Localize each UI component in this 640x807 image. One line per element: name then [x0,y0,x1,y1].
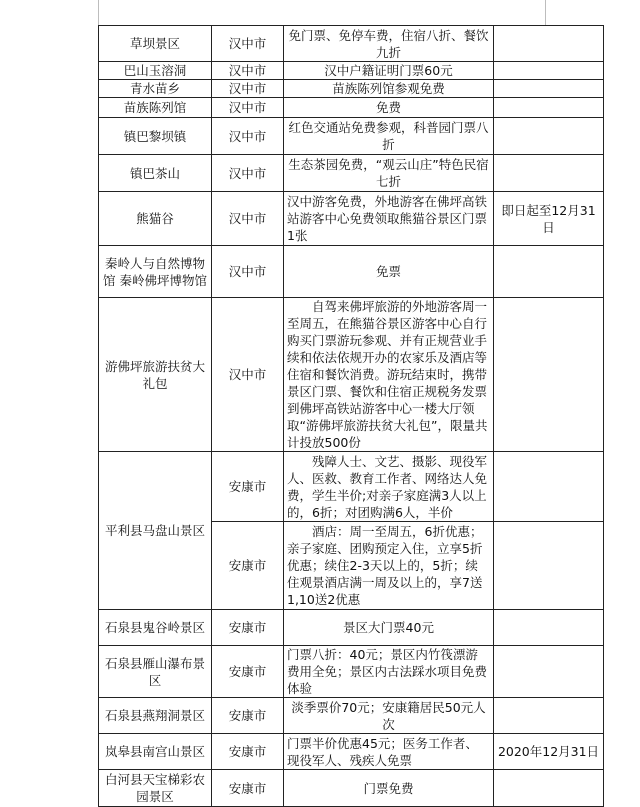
city-cell: 汉中市 [212,155,284,192]
scenic-spot-name: 白河县天宝梯彩农园景区 [99,770,212,807]
table-row [99,734,604,770]
policy-cell: 门票免费 [284,770,494,807]
scenic-spot-name: 巴山玉溶洞 [99,62,212,80]
table-row [99,646,604,698]
city-cell: 汉中市 [212,80,284,98]
scenic-spot-name: 平利县马盘山景区 [99,452,212,610]
period-cell [494,452,604,522]
period-cell [494,646,604,698]
policy-cell: 残障人士、文艺、摄影、现役军人、医救、教育工作者、网络达人免费，学生半价;对亲子家庭满3人以上的，6折；对团购满6人，半价 [284,452,494,522]
city-cell: 汉中市 [212,246,284,298]
policy-cell: 汉中游客免费，外地游客在佛坪高铁站游客中心免费领取熊猫谷景区门票1张 [284,192,494,246]
policy-cell: 淡季票价70元；安康籍居民50元人次 [284,698,494,734]
scenic-spot-name: 石泉县雁山瀑布景区 [99,646,212,698]
scenic-spot-name: 岚皋县南宫山景区 [99,734,212,770]
scenic-spot-name: 秦岭人与自然博物馆 秦岭佛坪博物馆 [99,246,212,298]
city-cell: 安康市 [212,698,284,734]
policy-cell: 免门票、免停车费，住宿八折、餐饮九折 [284,26,494,62]
table-row [99,155,604,192]
city-cell: 安康市 [212,646,284,698]
table-row [99,610,604,646]
period-cell [494,610,604,646]
period-cell [494,98,604,118]
city-cell: 汉中市 [212,298,284,452]
scenic-spot-name: 青水苗乡 [99,80,212,98]
period-cell: 2020年12月31日 [494,734,604,770]
city-cell: 安康市 [212,452,284,522]
scenic-spot-name: 镇巴茶山 [99,155,212,192]
table-row [99,770,604,807]
table-row [99,118,604,155]
city-cell: 汉中市 [212,62,284,80]
table-row [99,26,604,62]
policy-cell: 免票 [284,246,494,298]
policy-cell: 汉中户籍证明门票60元 [284,62,494,80]
period-cell [494,26,604,62]
city-cell: 安康市 [212,610,284,646]
city-cell: 汉中市 [212,26,284,62]
period-cell [494,155,604,192]
scenic-spot-name: 游佛坪旅游扶贫大礼包 [99,298,212,452]
policy-cell: 酒店：周一至周五，6折优惠；亲子家庭、团购预定入住，立享5折优惠；续住2-3天以上的，5折；续住观景酒店满一周及以上的，享7送1,10送2优惠 [284,522,494,610]
policy-cell: 门票八折：40元；景区内竹筏漂游费用全免；景区内古法踩水项目免费体验 [284,646,494,698]
city-cell: 汉中市 [212,98,284,118]
scenic-spot-name: 草坝景区 [99,26,212,62]
policy-cell: 门票半价优惠45元；医务工作者、现役军人、残疾人免票 [284,734,494,770]
city-cell: 汉中市 [212,118,284,155]
scenic-spot-name: 熊猫谷 [99,192,212,246]
period-cell [494,770,604,807]
scenic-spot-name: 石泉县燕翔洞景区 [99,698,212,734]
policy-cell: 苗族陈列馆参观免费 [284,80,494,98]
table-row [99,80,604,98]
period-cell [494,298,604,452]
period-cell [494,246,604,298]
table-row [99,298,604,452]
scenic-spot-name: 镇巴黎坝镇 [99,118,212,155]
scenic-spot-name: 石泉县鬼谷岭景区 [99,610,212,646]
column-guide-left [98,0,99,26]
policy-cell: 红色交通站免费参观，科普园门票八折 [284,118,494,155]
table-row [99,98,604,118]
column-guide-right [545,0,546,26]
table-row [99,246,604,298]
table-row [99,698,604,734]
scenic-spot-name: 苗族陈列馆 [99,98,212,118]
policy-cell: 生态茶园免费，“观云山庄”特色民宿七折 [284,155,494,192]
table-row [99,192,604,246]
discount-policy-table [98,25,604,807]
period-cell: 即日起至12月31日 [494,192,604,246]
period-cell [494,62,604,80]
city-cell: 安康市 [212,770,284,807]
table-row [99,452,604,522]
policy-cell: 景区大门票40元 [284,610,494,646]
period-cell [494,80,604,98]
policy-cell: 免费 [284,98,494,118]
table-row [99,62,604,80]
city-cell: 汉中市 [212,192,284,246]
city-cell: 安康市 [212,522,284,610]
city-cell: 安康市 [212,734,284,770]
period-cell [494,698,604,734]
policy-cell: 自驾来佛坪旅游的外地游客周一至周五，在熊猫谷景区游客中心自行购买门票游玩参观、并有正规营业手续和依法依规开办的农家乐及酒店等住宿和餐饮消费。游玩结束时，携带景区门票、餐饮和住宿正规税务发票到佛坪高铁站游客中心一楼大厅领取“游佛坪旅游扶贫大礼包”，限量共计投放500份 [284,298,494,452]
period-cell [494,522,604,610]
period-cell [494,118,604,155]
